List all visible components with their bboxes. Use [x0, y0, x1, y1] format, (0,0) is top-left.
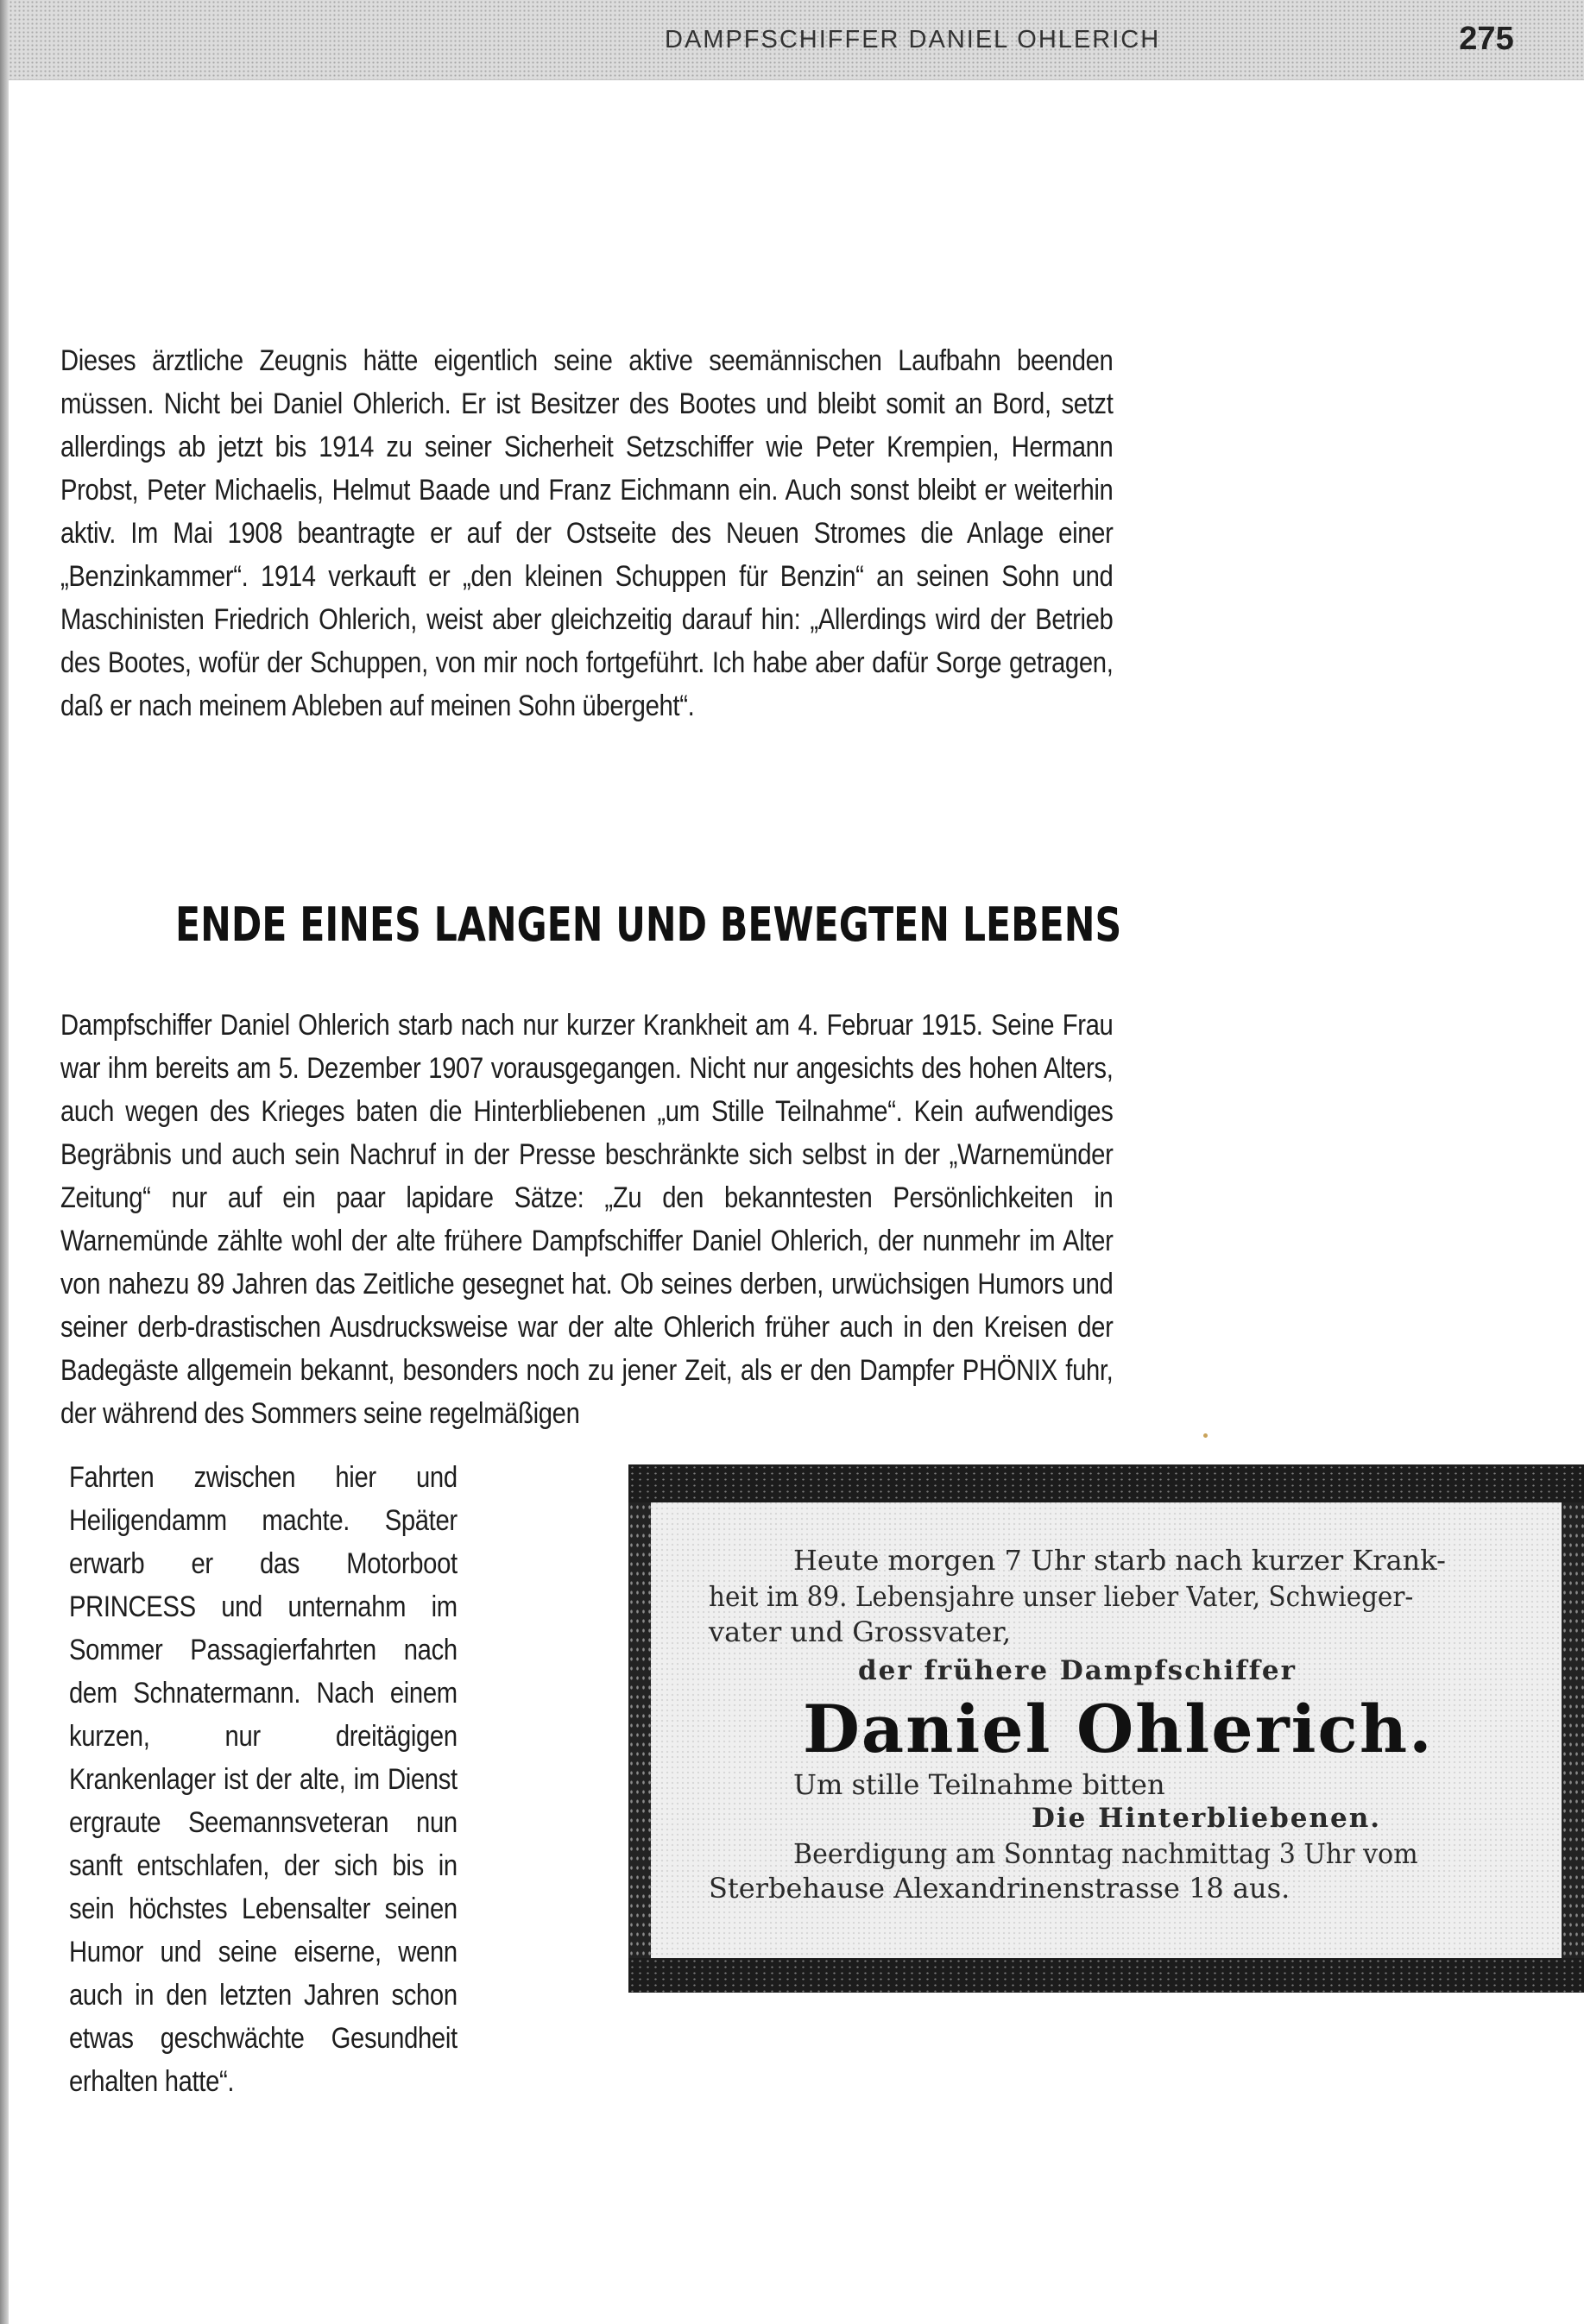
- notice-border-bottom: [628, 1958, 1584, 1993]
- body-paragraph-2: Dampfschiffer Daniel Ohlerich starb nach nur kurzer Krankheit am 4. Februar 1915. Seine Frau war ihm bereits am 5. Dezember 1907 vorausgegangen. Nicht nur angesichts des hohen Alters, auch wegen des Krieges baten die Hinterbliebenen „um Stille Teilnahme“. Kein aufwendiges Begräbnis und auch sein Nachruf in der Presse beschränkte sich selbst in der „Warnemünder Zeitung“ nur auf ein paar lapidare Sätze: „Zu den bekanntesten Persönlichkeiten in Warnemünde zählte wohl der alte frühere Dampfschiffer Daniel Ohlerich, der nunmehr im Alter von nahezu 89 Jahren das Zeitliche gesegnet hat. Ob seines derben, urwüchsigen Humors und seiner derb-drastischen Ausdrucksweise war der alte Ohlerich früher auch in den Kreisen der Badegäste allgemein bekannt, besonders noch zu jener Zeit, als er den Dampfer PHÖNIX fuhr, der während des Sommers seine regelmäßigen: [60, 1009, 1114, 1430]
- running-title: DAMPFSCHIFFER DANIEL OHLERICH: [665, 26, 1161, 54]
- notice-line-8: Beerdigung am Sonntag nachmittag 3 Uhr vom: [793, 1837, 1418, 1870]
- notice-border-right: [1562, 1502, 1584, 1958]
- notice-signature: Die Hinterbliebenen.: [1032, 1803, 1382, 1834]
- notice-line-1: Heute morgen 7 Uhr starb nach kurzer Krank-: [793, 1544, 1446, 1577]
- notice-line-6: Um stille Teilnahme bitten: [793, 1768, 1165, 1801]
- notice-border-left: [628, 1502, 651, 1958]
- notice-line-4: der frühere Dampfschiffer: [858, 1655, 1297, 1686]
- notice-line-9: Sterbehause Alexandrinenstrasse 18 aus.: [709, 1872, 1291, 1905]
- notice-line-2: heit im 89. Lebensjahre unser lieber Vater, Schwieger-: [709, 1580, 1414, 1613]
- print-speck: [1203, 1433, 1208, 1438]
- death-notice-clipping: [628, 1464, 1584, 1993]
- notice-line-3: vater und Grossvater,: [709, 1615, 1012, 1648]
- book-spine-shadow: [0, 0, 9, 2324]
- notice-border-top: [628, 1464, 1584, 1502]
- notice-deceased-name: Daniel Ohlerich.: [803, 1691, 1434, 1767]
- page-number: 275: [1459, 21, 1514, 57]
- body-paragraph-1: Dieses ärztliche Zeugnis hätte eigentlich seine aktive seemännischen Laufbahn beenden müssen. Nicht bei Daniel Ohlerich. Er ist Besitzer des Bootes und bleibt somit an Bord, setzt allerdings ab jetzt bis 1914 zu seiner Sicherheit Setzschiffer wie Peter Krempien, Hermann Probst, Peter Michaelis, Helmut Baade und Franz Eichmann ein. Auch sonst bleibt er weiterhin aktiv. Im Mai 1908 beantragte er auf der Ostseite des Neuen Stromes die Anlage einer „Benzinkammer“. 1914 verkauft er „den kleinen Schuppen für Benzin“ an seinen Sohn und Maschinisten Friedrich Ohlerich, weist aber gleichzeitig darauf hin: „Allerdings wird der Betrieb des Bootes, wofür der Schuppen, von mir noch fortgeführt. Ich habe aber dafür Sorge getragen, daß er nach meinem Ableben auf meinen Sohn übergeht“.: [60, 344, 1114, 722]
- body-paragraph-3: Fahrten zwischen hier und Heiligendamm machte. Später erwarb er das Motorboot PRINCESS und unternahm im Sommer Passagierfahrten nach dem Schnatermann. Nach einem kurzen, nur dreitägigen Krankenlager ist der alte, im Dienst ergraute Seemannsveteran nun sanft entschlafen, der sich bis in sein höchstes Lebensalter seinen Humor und seine eiserne, wenn auch in den letzten Jahren schon etwas geschwächte Gesundheit erhalten hatte“.: [69, 1461, 458, 2098]
- section-heading: ENDE EINES LANGEN UND BEWEGTEN LEBENS: [175, 897, 1122, 952]
